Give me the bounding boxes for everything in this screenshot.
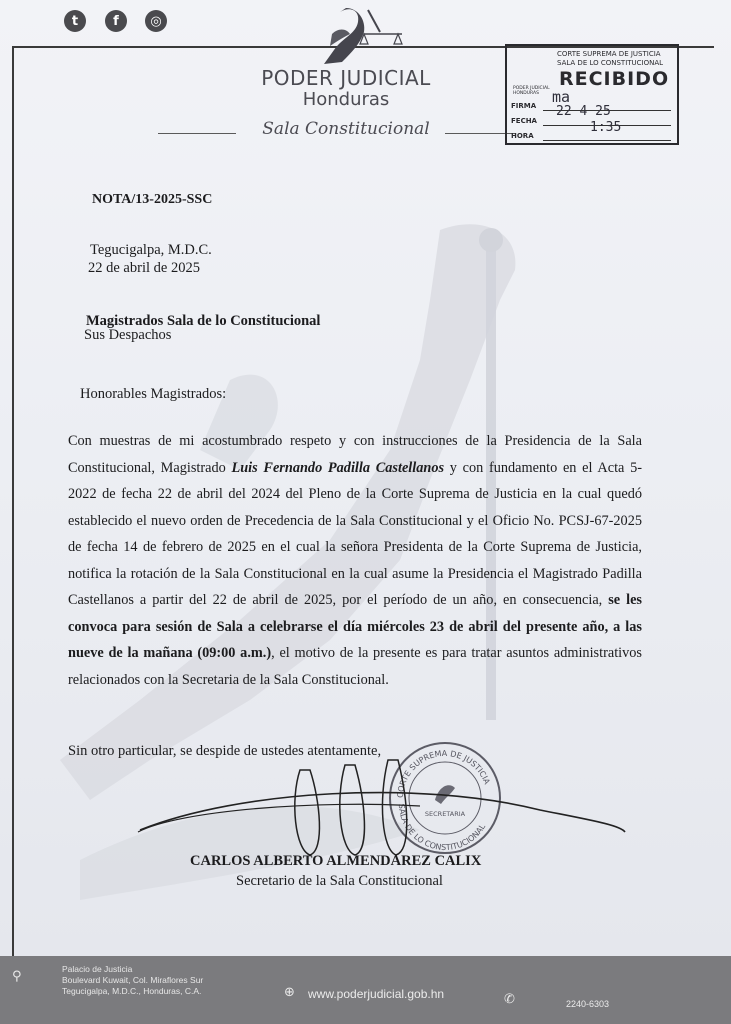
institution-name: PODER JUDICIAL (261, 66, 431, 90)
body-text-1: Con muestras de mi acostumbrado respeto y con instrucciones de la Presidencia de la Sala Constitucional, Magistrado (68, 433, 642, 476)
globe-icon: ⊕ (284, 985, 295, 1000)
stamp-small-logo: PODER JUDICIAL HONDURAS (513, 86, 550, 96)
body-text-2: y con fundamento en el Acta 5-2022 de fecha 22 de abril del 2024 del Pleno de la Corte Suprema de Justicia en la cual quedó establecido el nuevo orden de Precedencia de la Sala Constitucional y el Oficio No. PCSJ-67-2025 de fecha 14 de febrero de 2025 en el cual la señora Presidenta de la Corte Suprema de Justicia, notifica la rotación de la Sala Constitucional en la cual asume la Presidencia el Magistrado Padilla Castellanos a partir del 22 de abril de 2025, por el período de un año, en consecuencia, (68, 459, 643, 608)
footer-address (62, 964, 203, 997)
facebook-icon[interactable]: f (105, 10, 127, 32)
stamp-court: CORTE SUPREMA DE JUSTICIA (557, 50, 661, 58)
footer-address-line2: Boulevard Kuwait, Col. Miraflores Sur (62, 975, 204, 985)
stamp-chamber: SALA DE LO CONSTITUCIONAL (557, 59, 664, 67)
letter-recipient-sub: Sus Despachos (84, 327, 172, 343)
signer-title: Secretario de la Sala Constitucional (236, 873, 443, 889)
twitter-icon[interactable]: t (64, 10, 86, 32)
footer-phone: 2240-6303 (566, 999, 610, 1009)
letter-reference: NOTA/13-2025-SSC (92, 192, 213, 207)
location-pin-icon: ⚲ (12, 969, 22, 984)
justice-logo-icon (312, 4, 412, 66)
instagram-icon[interactable]: ◎ (145, 10, 167, 32)
seal-text-bottom: SALA DE LO CONSTITUCIONAL (396, 803, 488, 853)
institution-chamber: Sala Constitucional (262, 119, 430, 139)
footer-address-line1: Palacio de Justicia (62, 964, 133, 974)
seal-text-top: CORTE SUPREMA DE JUSTICIA (395, 748, 492, 799)
letter-body (68, 428, 642, 693)
handwritten-signature (120, 740, 640, 860)
body-convocation: se les convoca para sesión de Sala a celebrarse el día miércoles 23 de abril del presente año, a las nueve de la mañana (09:00 a.m.) (68, 592, 642, 661)
body-magistrate-name: Luis Fernando Padilla Castellanos (231, 459, 445, 476)
stamp-fecha-handwriting: 22 4 25 (556, 104, 611, 119)
letter-closing: Sin otro particular, se despide de ustedes atentamente, (68, 743, 382, 759)
stamp-status: RECIBIDO (559, 68, 670, 90)
stamp-firma-handwriting: ma (552, 88, 571, 106)
signer-name: CARLOS ALBERTO ALMENDAREZ CALIX (190, 853, 482, 869)
letterhead-rule-left (158, 133, 236, 134)
letter-city: Tegucigalpa, M.D.C. (90, 242, 212, 258)
stamp-firma-label: FIRMA (511, 102, 537, 110)
letter-salutation: Honorables Magistrados: (80, 386, 227, 402)
letter-date: 22 de abril de 2025 (88, 260, 200, 276)
stamp-hora-handwriting: 1:35 (590, 120, 622, 135)
stamp-hora-label: HORA (511, 132, 534, 140)
stamp-fecha-label: FECHA (511, 117, 537, 125)
phone-icon: ✆ (504, 992, 515, 1007)
stamp-hora-line (543, 140, 671, 141)
institution-country: Honduras (302, 89, 390, 110)
footer-website-link[interactable]: www.poderjudicial.gob.hn (308, 987, 445, 1001)
body-text-3: , el motivo de la presente es para tratar asuntos administrativos relacionados con la Secretaria de la Sala Constitucional. (68, 645, 642, 688)
page-footer (0, 956, 731, 1024)
letter-recipient: Magistrados Sala de lo Constitucional (86, 313, 321, 329)
seal-center-text: SECRETARIA (424, 810, 466, 818)
footer-address-line3: Tegucigalpa, M.D.C., Honduras, C.A. (62, 986, 202, 996)
